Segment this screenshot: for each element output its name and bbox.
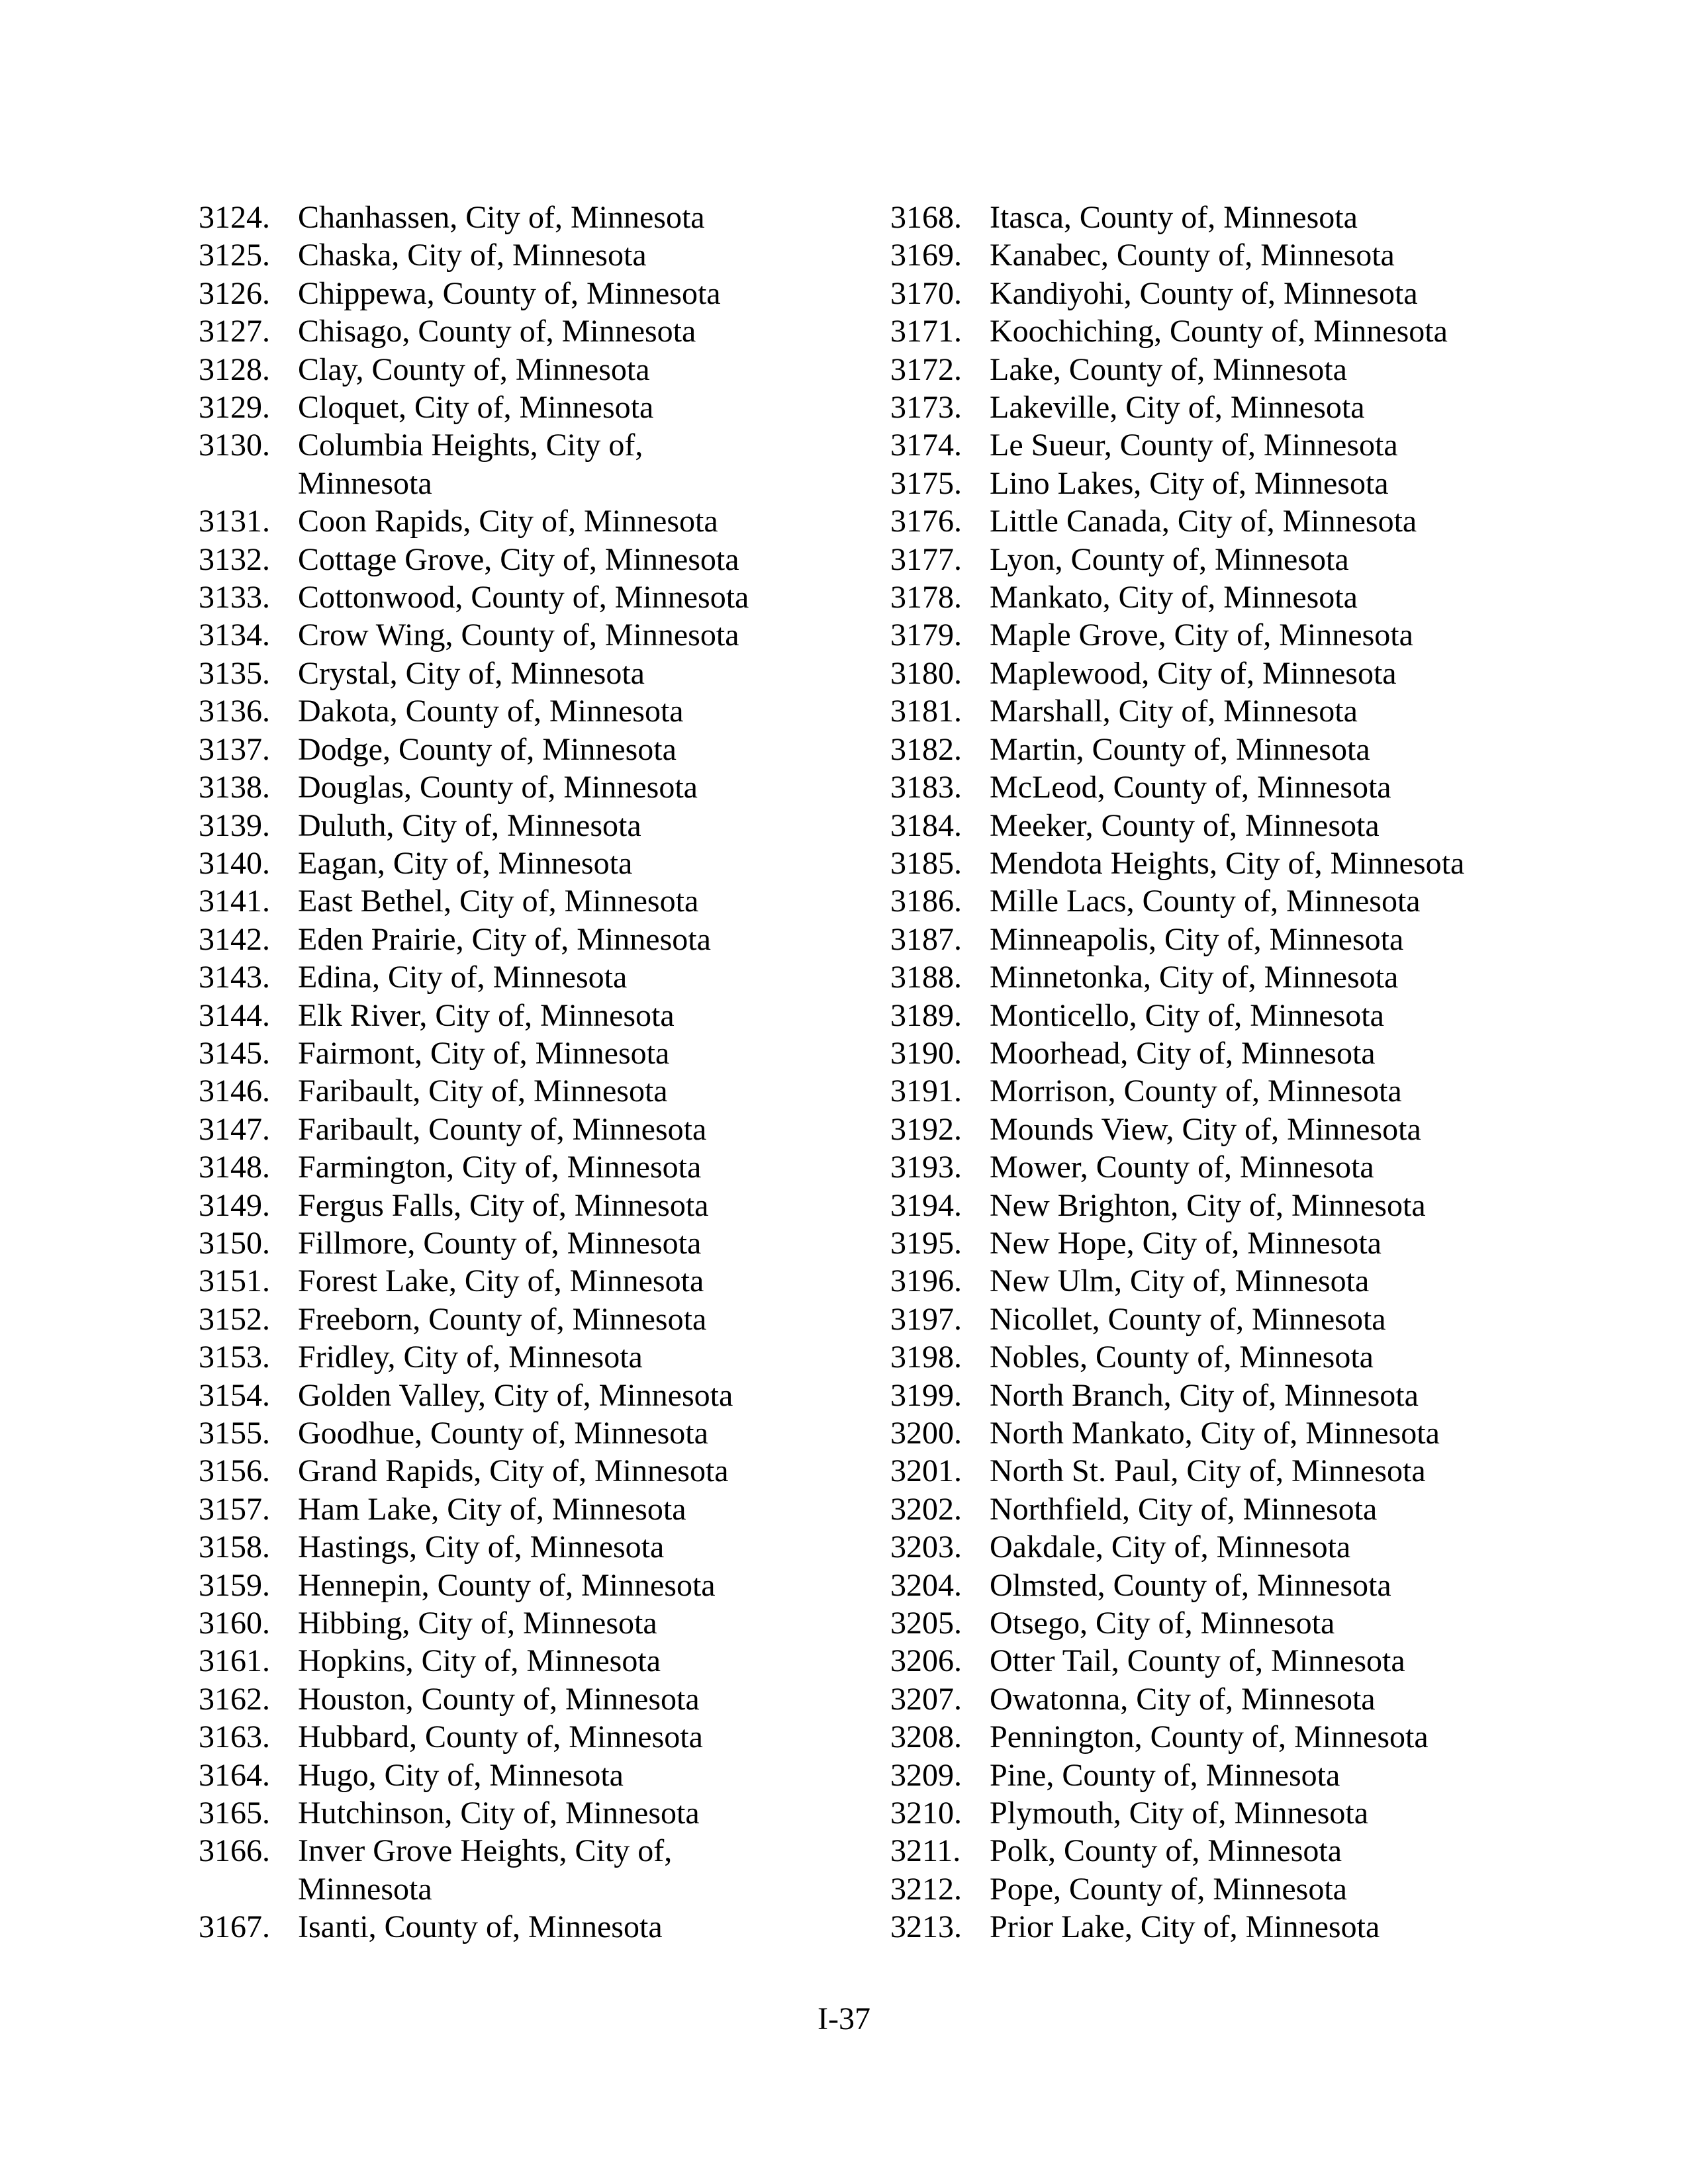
item-name: Mille Lacs, County of, Minnesota <box>990 884 1421 919</box>
item-number: 3162. <box>199 1681 270 1717</box>
item-name: Oakdale, City of, Minnesota <box>990 1529 1351 1565</box>
list-item <box>199 1680 861 1718</box>
item-name: Ham Lake, City of, Minnesota <box>298 1491 686 1527</box>
item-number: 3135. <box>199 655 270 691</box>
list-item <box>890 921 1552 958</box>
item-name: Crow Wing, County of, Minnesota <box>298 617 739 653</box>
list-item <box>199 1224 861 1262</box>
item-name: Chaska, City of, Minnesota <box>298 238 647 273</box>
item-number: 3201. <box>890 1453 962 1489</box>
list-item <box>890 997 1552 1034</box>
item-number: 3151. <box>199 1263 270 1299</box>
item-number: 3124. <box>199 200 270 235</box>
list-item <box>199 1908 861 1946</box>
list-item <box>890 1680 1552 1718</box>
list-item <box>890 1072 1552 1110</box>
item-number: 3197. <box>890 1301 962 1337</box>
list-item <box>890 1414 1552 1452</box>
item-name: Meeker, County of, Minnesota <box>990 807 1380 843</box>
item-number: 3138. <box>199 770 270 805</box>
item-name: Farmington, City of, Minnesota <box>298 1150 702 1185</box>
list-item <box>199 1034 861 1072</box>
item-name: Coon Rapids, City of, Minnesota <box>298 504 718 539</box>
item-name: Marshall, City of, Minnesota <box>990 694 1358 729</box>
list-item <box>199 616 861 654</box>
item-number: 3213. <box>890 1909 962 1945</box>
list-item <box>890 199 1552 236</box>
item-number: 3179. <box>890 617 962 653</box>
item-name: Koochiching, County of, Minnesota <box>990 314 1448 349</box>
item-name: Goodhue, County of, Minnesota <box>298 1416 708 1451</box>
list-item <box>199 351 861 388</box>
list-item <box>199 1718 861 1756</box>
list-item <box>890 426 1552 464</box>
list-item <box>890 1338 1552 1376</box>
item-name: Minneapolis, City of, Minnesota <box>990 921 1404 957</box>
list-item <box>890 1148 1552 1186</box>
item-name: New Brighton, City of, Minnesota <box>990 1187 1426 1223</box>
item-name: Pine, County of, Minnesota <box>990 1757 1340 1793</box>
list-item <box>890 1187 1552 1224</box>
list-item <box>199 921 861 958</box>
item-number: 3168. <box>890 200 962 235</box>
item-number: 3182. <box>890 731 962 767</box>
item-number: 3141. <box>199 884 270 919</box>
list-item <box>890 731 1552 768</box>
item-name: Columbia Heights, City of, Minnesota <box>298 428 643 501</box>
item-number: 3191. <box>890 1073 962 1109</box>
item-number: 3130. <box>199 428 270 463</box>
item-number: 3144. <box>199 997 270 1033</box>
list-item <box>890 807 1552 844</box>
list-item <box>199 1111 861 1148</box>
item-name: Moorhead, City of, Minnesota <box>990 1035 1376 1071</box>
item-name: Hutchinson, City of, Minnesota <box>298 1796 700 1831</box>
item-number: 3194. <box>890 1187 962 1223</box>
list-item <box>199 1756 861 1794</box>
item-name: Martin, County of, Minnesota <box>990 731 1370 767</box>
list-item <box>890 578 1552 616</box>
item-number: 3206. <box>890 1643 962 1679</box>
item-number: 3193. <box>890 1150 962 1185</box>
item-number: 3169. <box>890 238 962 273</box>
item-number: 3160. <box>199 1606 270 1641</box>
item-name: Douglas, County of, Minnesota <box>298 770 698 805</box>
item-name: Chippewa, County of, Minnesota <box>298 275 721 311</box>
list-item <box>890 236 1552 274</box>
list-item <box>890 351 1552 388</box>
list-item <box>199 1187 861 1224</box>
item-number: 3186. <box>890 884 962 919</box>
item-number: 3145. <box>199 1035 270 1071</box>
item-name: Nicollet, County of, Minnesota <box>990 1301 1386 1337</box>
item-number: 3167. <box>199 1909 270 1945</box>
list-item <box>890 1718 1552 1756</box>
item-name: Faribault, City of, Minnesota <box>298 1073 668 1109</box>
list-item <box>890 692 1552 730</box>
item-name: Clay, County of, Minnesota <box>298 351 650 387</box>
item-name: Pope, County of, Minnesota <box>990 1871 1347 1907</box>
item-name: Nobles, County of, Minnesota <box>990 1340 1374 1375</box>
list-item <box>199 541 861 578</box>
list-item <box>890 882 1552 920</box>
item-number: 3159. <box>199 1567 270 1603</box>
list-item <box>890 844 1552 882</box>
item-name: Morrison, County of, Minnesota <box>990 1073 1402 1109</box>
item-number: 3192. <box>890 1111 962 1147</box>
item-number: 3133. <box>199 580 270 615</box>
list-item <box>890 1832 1552 1870</box>
item-name: Isanti, County of, Minnesota <box>298 1909 663 1945</box>
item-name: Lakeville, City of, Minnesota <box>990 390 1365 426</box>
list-item <box>199 1832 861 1908</box>
item-name: Hopkins, City of, Minnesota <box>298 1643 661 1679</box>
list-item <box>199 1262 861 1300</box>
list-item <box>199 1604 861 1642</box>
item-name: Lake, County of, Minnesota <box>990 351 1347 387</box>
item-number: 3204. <box>890 1567 962 1603</box>
item-name: North St. Paul, City of, Minnesota <box>990 1453 1426 1489</box>
list-item <box>199 768 861 806</box>
item-number: 3190. <box>890 1035 962 1071</box>
item-name: Cottage Grove, City of, Minnesota <box>298 541 739 577</box>
item-name: Otter Tail, County of, Minnesota <box>990 1643 1405 1679</box>
item-number: 3150. <box>199 1225 270 1261</box>
item-name: Freeborn, County of, Minnesota <box>298 1301 707 1337</box>
list-item <box>890 1262 1552 1300</box>
item-number: 3205. <box>890 1606 962 1641</box>
item-name: Maple Grove, City of, Minnesota <box>990 617 1413 653</box>
item-number: 3176. <box>890 504 962 539</box>
item-number: 3139. <box>199 807 270 843</box>
item-name: Hugo, City of, Minnesota <box>298 1757 624 1793</box>
item-name: Eagan, City of, Minnesota <box>298 845 633 881</box>
item-name: Dakota, County of, Minnesota <box>298 694 684 729</box>
list-item <box>890 1794 1552 1832</box>
list-item <box>890 1300 1552 1338</box>
item-name: North Branch, City of, Minnesota <box>990 1377 1419 1413</box>
list-item <box>890 1034 1552 1072</box>
item-number: 3212. <box>890 1871 962 1907</box>
list-item <box>890 312 1552 350</box>
list-item <box>890 1604 1552 1642</box>
item-number: 3155. <box>199 1416 270 1451</box>
item-number: 3199. <box>890 1377 962 1413</box>
list-item <box>890 1642 1552 1680</box>
item-number: 3200. <box>890 1416 962 1451</box>
item-name: Hastings, City of, Minnesota <box>298 1529 665 1565</box>
list-item <box>890 1224 1552 1262</box>
list-item <box>199 1414 861 1452</box>
item-number: 3156. <box>199 1453 270 1489</box>
item-number: 3185. <box>890 845 962 881</box>
item-number: 3132. <box>199 541 270 577</box>
item-name: Hubbard, County of, Minnesota <box>298 1719 703 1755</box>
list-item <box>890 275 1552 312</box>
item-number: 3142. <box>199 921 270 957</box>
list-item <box>199 502 861 540</box>
list-item <box>890 768 1552 806</box>
list-item <box>199 275 861 312</box>
item-name: Forest Lake, City of, Minnesota <box>298 1263 704 1299</box>
item-number: 3137. <box>199 731 270 767</box>
item-name: Hibbing, City of, Minnesota <box>298 1606 657 1641</box>
item-number: 3153. <box>199 1340 270 1375</box>
item-name: Edina, City of, Minnesota <box>298 960 628 995</box>
item-name: Golden Valley, City of, Minnesota <box>298 1377 733 1413</box>
item-name: Owatonna, City of, Minnesota <box>990 1681 1376 1717</box>
item-name: Houston, County of, Minnesota <box>298 1681 700 1717</box>
page-number: I-37 <box>818 2001 870 2036</box>
list-item <box>890 465 1552 502</box>
item-number: 3171. <box>890 314 962 349</box>
item-number: 3172. <box>890 351 962 387</box>
list-item <box>199 1452 861 1490</box>
item-name: Cloquet, City of, Minnesota <box>298 390 654 426</box>
list-item <box>199 236 861 274</box>
item-number: 3126. <box>199 275 270 311</box>
list-item <box>199 312 861 350</box>
item-number: 3125. <box>199 238 270 273</box>
list-item <box>890 541 1552 578</box>
list-item <box>890 388 1552 426</box>
list-item <box>890 655 1552 692</box>
list-item <box>890 958 1552 996</box>
item-name: Duluth, City of, Minnesota <box>298 807 641 843</box>
item-number: 3187. <box>890 921 962 957</box>
list-item <box>890 616 1552 654</box>
list-item <box>199 1528 861 1566</box>
item-name: Fillmore, County of, Minnesota <box>298 1225 702 1261</box>
item-name: Otsego, City of, Minnesota <box>990 1606 1335 1641</box>
item-name: Lino Lakes, City of, Minnesota <box>990 465 1389 501</box>
item-number: 3207. <box>890 1681 962 1717</box>
list-item <box>199 655 861 692</box>
item-name: Monticello, City of, Minnesota <box>990 997 1384 1033</box>
item-name: Olmsted, County of, Minnesota <box>990 1567 1391 1603</box>
list-item <box>199 807 861 844</box>
item-name: Northfield, City of, Minnesota <box>990 1491 1378 1527</box>
item-number: 3210. <box>890 1796 962 1831</box>
item-number: 3183. <box>890 770 962 805</box>
list-item <box>890 1756 1552 1794</box>
list-item <box>890 1567 1552 1604</box>
item-number: 3165. <box>199 1796 270 1831</box>
item-number: 3154. <box>199 1377 270 1413</box>
item-name: Mendota Heights, City of, Minnesota <box>990 845 1465 881</box>
list-item <box>199 958 861 996</box>
item-number: 3181. <box>890 694 962 729</box>
item-number: 3158. <box>199 1529 270 1565</box>
item-name: Maplewood, City of, Minnesota <box>990 655 1397 691</box>
item-number: 3143. <box>199 960 270 995</box>
item-name: Kandiyohi, County of, Minnesota <box>990 275 1418 311</box>
item-number: 3136. <box>199 694 270 729</box>
item-number: 3202. <box>890 1491 962 1527</box>
item-number: 3196. <box>890 1263 962 1299</box>
item-name: East Bethel, City of, Minnesota <box>298 884 699 919</box>
item-name: Grand Rapids, City of, Minnesota <box>298 1453 729 1489</box>
item-number: 3188. <box>890 960 962 995</box>
left-column-list <box>199 199 861 1946</box>
list-item <box>890 1111 1552 1148</box>
item-name: Minnetonka, City of, Minnesota <box>990 960 1399 995</box>
list-item <box>890 1377 1552 1414</box>
item-number: 3129. <box>199 390 270 426</box>
list-item <box>199 731 861 768</box>
item-number: 3134. <box>199 617 270 653</box>
item-name: Lyon, County of, Minnesota <box>990 541 1349 577</box>
item-name: North Mankato, City of, Minnesota <box>990 1416 1440 1451</box>
item-number: 3195. <box>890 1225 962 1261</box>
list-item <box>199 1338 861 1376</box>
item-number: 3198. <box>890 1340 962 1375</box>
list-item <box>199 844 861 882</box>
item-name: Chisago, County of, Minnesota <box>298 314 696 349</box>
list-item <box>199 1490 861 1528</box>
item-number: 3164. <box>199 1757 270 1793</box>
list-item <box>199 882 861 920</box>
list-item <box>199 578 861 616</box>
item-name: Elk River, City of, Minnesota <box>298 997 675 1033</box>
item-name: Mankato, City of, Minnesota <box>990 580 1358 615</box>
item-name: New Ulm, City of, Minnesota <box>990 1263 1370 1299</box>
item-name: Eden Prairie, City of, Minnesota <box>298 921 711 957</box>
item-name: Mower, County of, Minnesota <box>990 1150 1374 1185</box>
item-number: 3189. <box>890 997 962 1033</box>
item-number: 3174. <box>890 428 962 463</box>
item-number: 3131. <box>199 504 270 539</box>
list-item <box>199 997 861 1034</box>
item-name: Fairmont, City of, Minnesota <box>298 1035 670 1071</box>
item-name: Chanhassen, City of, Minnesota <box>298 200 705 235</box>
item-name: Little Canada, City of, Minnesota <box>990 504 1417 539</box>
item-number: 3170. <box>890 275 962 311</box>
list-item <box>890 1452 1552 1490</box>
item-number: 3128. <box>199 351 270 387</box>
item-number: 3209. <box>890 1757 962 1793</box>
list-item <box>199 1794 861 1832</box>
item-number: 3177. <box>890 541 962 577</box>
item-name: Hennepin, County of, Minnesota <box>298 1567 716 1603</box>
list-item <box>890 502 1552 540</box>
item-number: 3147. <box>199 1111 270 1147</box>
list-item <box>199 426 861 502</box>
list-item <box>890 1490 1552 1528</box>
item-name: Prior Lake, City of, Minnesota <box>990 1909 1380 1945</box>
item-name: Dodge, County of, Minnesota <box>298 731 677 767</box>
item-number: 3166. <box>199 1833 270 1869</box>
item-name: Itasca, County of, Minnesota <box>990 200 1358 235</box>
list-item <box>199 199 861 236</box>
item-name: Cottonwood, County of, Minnesota <box>298 580 749 615</box>
list-item <box>199 1300 861 1338</box>
list-item <box>199 1642 861 1680</box>
item-name: New Hope, City of, Minnesota <box>990 1225 1382 1261</box>
item-number: 3203. <box>890 1529 962 1565</box>
item-name: Faribault, County of, Minnesota <box>298 1111 707 1147</box>
list-item <box>199 692 861 730</box>
list-item <box>890 1870 1552 1908</box>
list-item <box>890 1908 1552 1946</box>
item-number: 3161. <box>199 1643 270 1679</box>
list-item <box>199 388 861 426</box>
item-number: 3208. <box>890 1719 962 1755</box>
list-item <box>199 1148 861 1186</box>
item-name: Inver Grove Heights, City of, Minnesota <box>298 1833 673 1907</box>
item-name: Pennington, County of, Minnesota <box>990 1719 1429 1755</box>
item-number: 3148. <box>199 1150 270 1185</box>
list-item <box>199 1377 861 1414</box>
list-item <box>199 1567 861 1604</box>
item-name: Kanabec, County of, Minnesota <box>990 238 1395 273</box>
item-name: Plymouth, City of, Minnesota <box>990 1796 1369 1831</box>
item-name: Crystal, City of, Minnesota <box>298 655 645 691</box>
item-number: 3127. <box>199 314 270 349</box>
item-number: 3157. <box>199 1491 270 1527</box>
item-name: Fridley, City of, Minnesota <box>298 1340 643 1375</box>
item-number: 3184. <box>890 807 962 843</box>
item-name: McLeod, County of, Minnesota <box>990 770 1391 805</box>
item-name: Mounds View, City of, Minnesota <box>990 1111 1421 1147</box>
item-number: 3173. <box>890 390 962 426</box>
list-item <box>199 1072 861 1110</box>
item-number: 3146. <box>199 1073 270 1109</box>
item-number: 3140. <box>199 845 270 881</box>
item-name: Polk, County of, Minnesota <box>990 1833 1342 1869</box>
item-number: 3152. <box>199 1301 270 1337</box>
item-number: 3175. <box>890 465 962 501</box>
item-number: 3163. <box>199 1719 270 1755</box>
item-name: Fergus Falls, City of, Minnesota <box>298 1187 709 1223</box>
item-number: 3211. <box>890 1833 961 1869</box>
item-number: 3180. <box>890 655 962 691</box>
item-number: 3178. <box>890 580 962 615</box>
right-column-list <box>890 199 1552 1946</box>
item-name: Le Sueur, County of, Minnesota <box>990 428 1398 463</box>
item-number: 3149. <box>199 1187 270 1223</box>
list-item <box>890 1528 1552 1566</box>
